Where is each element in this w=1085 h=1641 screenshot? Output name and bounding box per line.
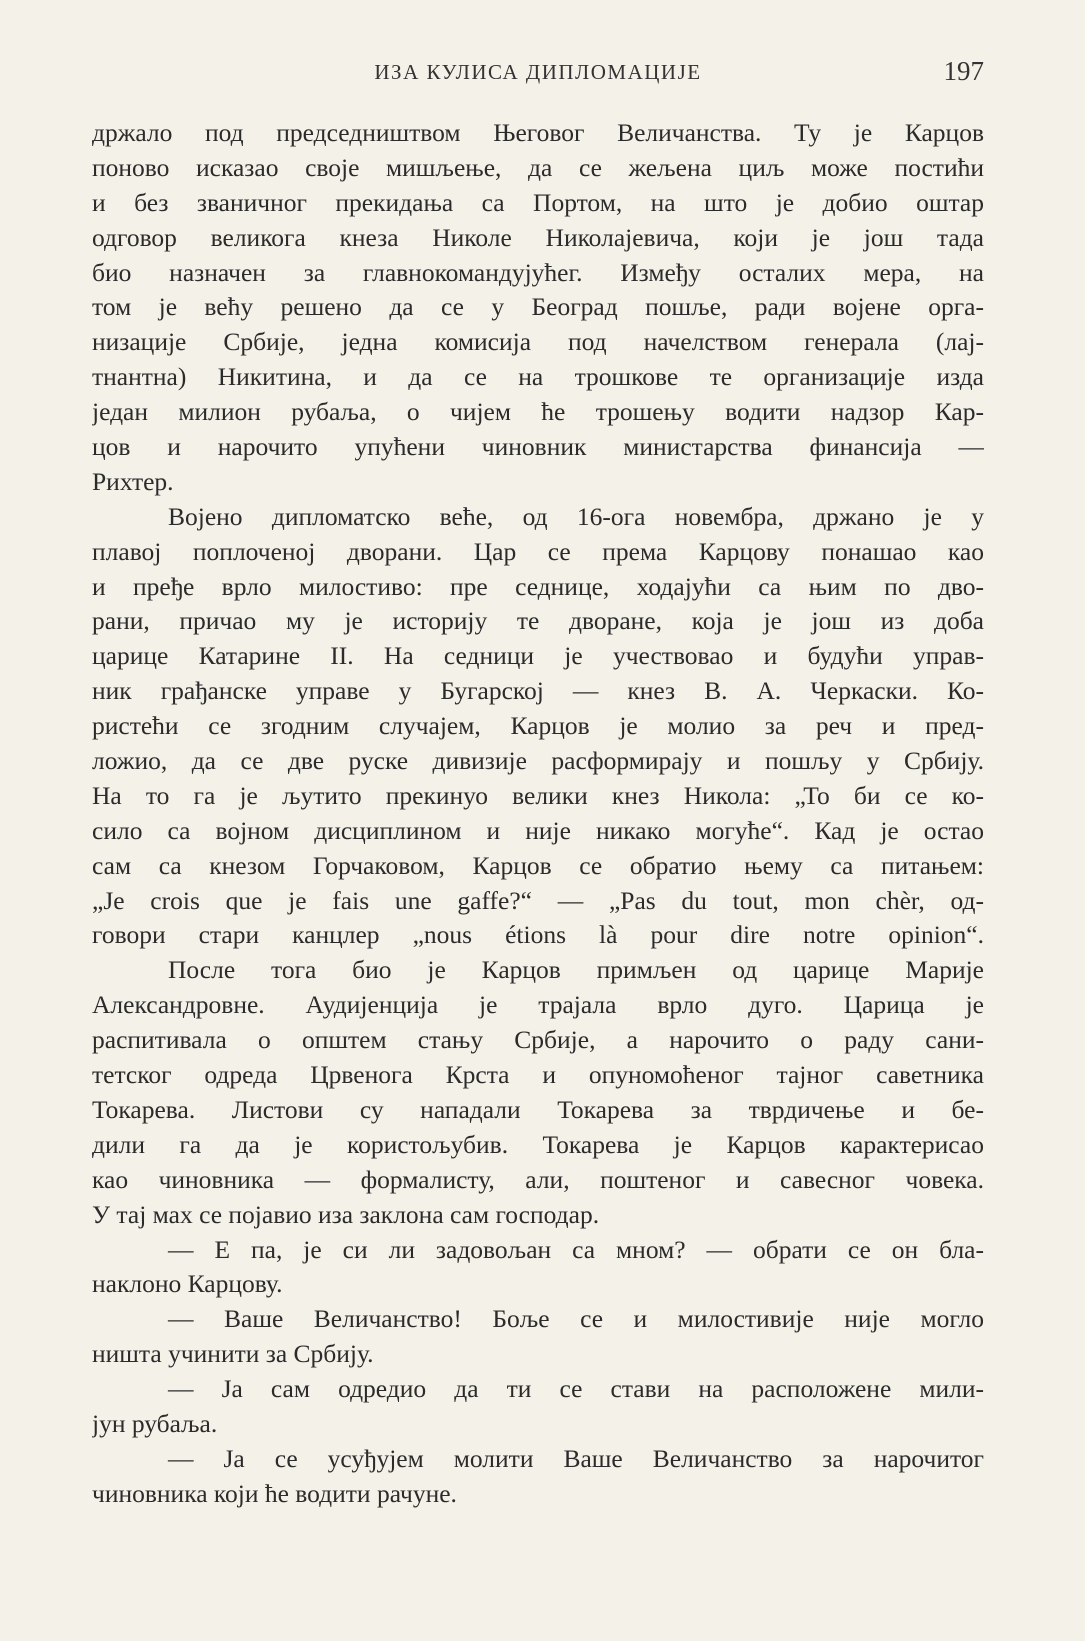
- running-head: [92, 56, 984, 90]
- text-line: „Je crois que je fais une gaffe?“ — „Pas du tout, mon chèr, од-: [92, 885, 984, 915]
- text-line: Александровне. Аудијенција је трајала врло дуго. Царица је: [92, 990, 984, 1020]
- text-line: поново исказао своје мишљење, да се жељена циљ може постићи: [92, 152, 984, 182]
- text-line: говори стари канцлер „nous étions là pour dire notre opinion“.: [92, 920, 984, 950]
- text-line: дили га да је користољубив. Токарева је Карцов карактерисао: [92, 1129, 984, 1159]
- text-line: низације Србије, једна комисија под начелством генерала (лај-: [92, 327, 984, 357]
- text-line: један милион рубаља, о чијем ће трошењу водити надзор Кар-: [92, 397, 984, 427]
- text-line: Војено дипломатско веће, од 16-ога новембра, држано је у: [168, 501, 984, 531]
- text-line: тетског одреда Црвенога Крста и опуномоћеног тајног саветника: [92, 1060, 984, 1090]
- text-line: сам са кнезом Горчаковом, Карцов се обратио њему са питањем:: [92, 850, 984, 880]
- text-line: држало под председништвом Његовог Величанства. Ту је Карцов: [92, 118, 984, 147]
- text-line: распитивала о општем стању Србије, а нарочито о раду сани-: [92, 1025, 984, 1055]
- text-line: и пређе врло милостиво: пре седнице, ходајући са њим по дво-: [92, 571, 984, 601]
- text-line: ристећи се згодним случајем, Карцов је молио за реч и пред-: [92, 711, 984, 741]
- text-line: јун рубаља.: [92, 1408, 218, 1438]
- text-line: плавој поплоченој дворани. Цар се према Карцову понашао као: [92, 536, 984, 566]
- text-line: тнантна) Никитина, и да се на трошкове те организације изда: [92, 362, 984, 392]
- text-line: цов и нарочито упућени чиновник министарства финансија —: [92, 432, 984, 462]
- text-line: том је већу решено да се у Београд пошље, ради војене орга-: [92, 292, 984, 322]
- page-number: 197: [943, 56, 984, 86]
- text-line: — Ја сам одредио да ти се стави на расположене мили-: [168, 1374, 984, 1404]
- body-text: [92, 116, 984, 1512]
- text-line: Рихтер.: [92, 466, 174, 496]
- text-line: Токарева. Листови су нападали Токарева за тврдичење и бе-: [92, 1094, 984, 1124]
- text-line: — Е па, је си ли задовољан са мном? — обрати се он бла-: [168, 1234, 984, 1264]
- text-line: наклоно Карцову.: [92, 1269, 283, 1299]
- text-line: и без званичног прекидања са Портом, на што је добио оштар: [92, 187, 984, 217]
- text-line: као чиновника — формалисту, али, поштеног и савесног човека.: [92, 1164, 984, 1194]
- text-line: царице Катарине II. На седници је учествовао и будући управ-: [92, 641, 984, 671]
- text-line: рани, причао му је историју те дворане, која је још из доба: [92, 606, 984, 636]
- text-line: ник грађанске управе у Бугарској — кнез В. А. Черкаски. Ко-: [92, 676, 984, 706]
- text-line: чиновника који ће водити рачуне.: [92, 1478, 457, 1508]
- text-line: На то га је љутито прекинуо велики кнез Никола: „То би се ко-: [92, 780, 984, 810]
- text-line: сило са војном дисциплином и није никако могуће“. Кад је остао: [92, 815, 984, 845]
- text-line: одговор великога кнеза Николе Николајевича, који је још тада: [92, 222, 984, 252]
- text-line: — Ваше Величанство! Боље се и милостивије није могло: [168, 1304, 984, 1334]
- text-line: — Ја се усуђујем молити Ваше Величанство за нарочитог: [168, 1443, 984, 1473]
- text-line: ништа учинити за Србију.: [92, 1339, 374, 1369]
- running-title: ИЗА КУЛИСА ДИПЛОМАЦИЈЕ: [374, 60, 702, 84]
- text-line: После тога био је Карцов примљен од царице Марије: [168, 955, 984, 985]
- text-line: ложио, да се две руске дивизије расформирају и пошљу у Србију.: [92, 746, 984, 776]
- text-line: У тај мах се појавио иза заклона сам господар.: [92, 1199, 600, 1229]
- text-line: био назначен за главнокомандујућег. Између осталих мера, на: [92, 257, 984, 287]
